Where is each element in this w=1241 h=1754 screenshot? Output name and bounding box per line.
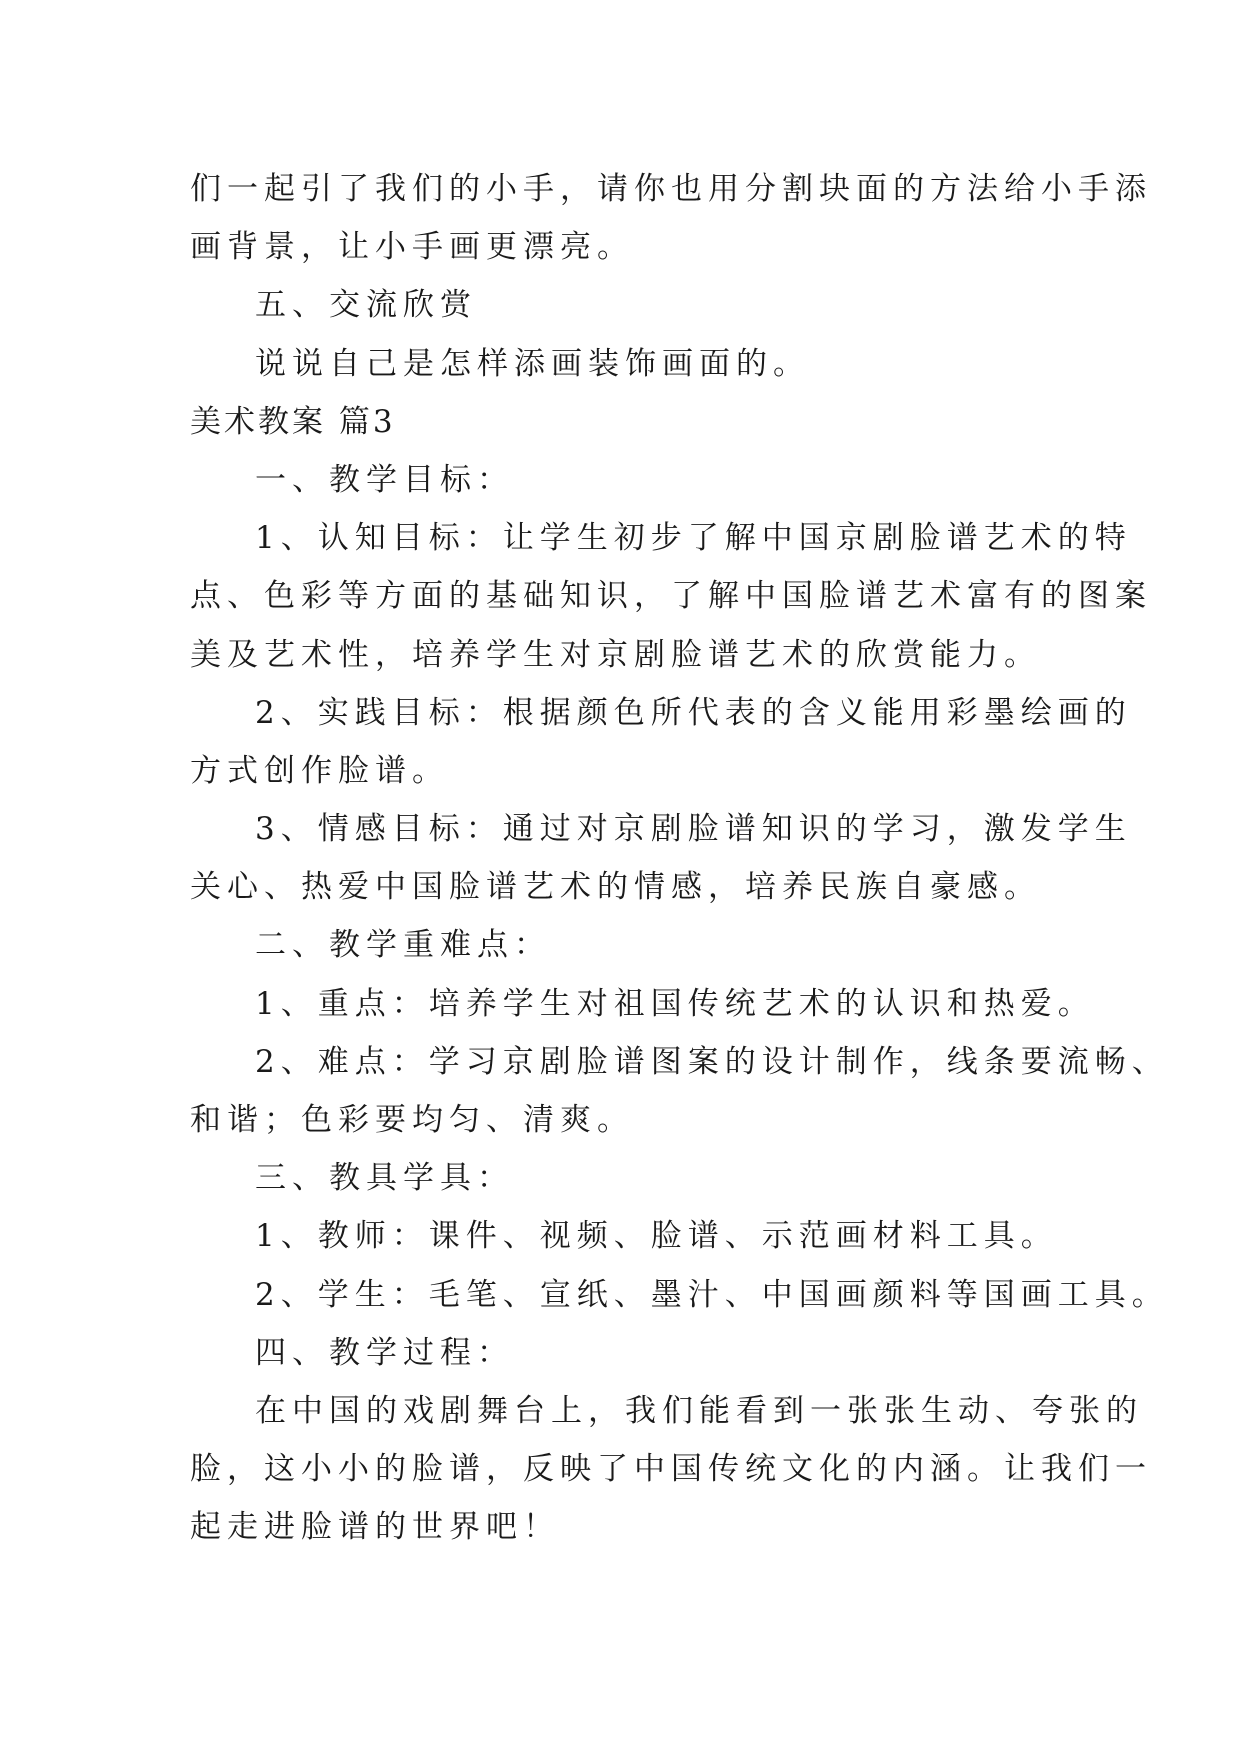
text-line: 说说自己是怎样添画装饰画面的。	[255, 345, 810, 382]
text-line: 1、认知目标：让学生初步了解中国京剧脸谱艺术的特	[255, 520, 1132, 557]
article-title: 美术教案 篇3	[190, 403, 396, 440]
text-line: 点、色彩等方面的基础知识，了解中国脸谱艺术富有的图案	[190, 578, 1152, 615]
text-line: 在中国的戏剧舞台上，我们能看到一张张生动、夸张的	[255, 1392, 1143, 1429]
text-line: 脸，这小小的脸谱，反映了中国传统文化的内涵。让我们一	[190, 1451, 1152, 1488]
text-line: 美及艺术性，培养学生对京剧脸谱艺术的欣赏能力。	[190, 636, 1041, 673]
text-line: 1、重点：培养学生对祖国传统艺术的认识和热爱。	[255, 985, 1095, 1022]
text-line: 关心、热爱中国脸谱艺术的情感，培养民族自豪感。	[190, 869, 1041, 906]
document-body	[190, 160, 1169, 1557]
text-line: 2、难点：学习京剧脸谱图案的设计制作，线条要流畅、	[255, 1043, 1169, 1080]
section-heading: 一、教学目标：	[255, 461, 514, 498]
text-line: 方式创作脸谱。	[190, 752, 449, 789]
text-line: 2、实践目标：根据颜色所代表的含义能用彩墨绘画的	[255, 694, 1132, 731]
section-heading: 五、交流欣赏	[255, 287, 477, 324]
text-line: 1、教师：课件、视频、脸谱、示范画材料工具。	[255, 1218, 1058, 1255]
section-heading: 三、教具学具：	[255, 1160, 514, 1197]
text-line: 3、情感目标：通过对京剧脸谱知识的学习，激发学生	[255, 811, 1132, 848]
text-line: 和谐；色彩要均匀、清爽。	[190, 1102, 634, 1138]
text-line: 画背景，让小手画更漂亮。	[190, 229, 634, 266]
text-line: 们一起引了我们的小手，请你也用分割块面的方法给小手添	[190, 171, 1152, 207]
text-line: 2、学生：毛笔、宣纸、墨汁、中国画颜料等国画工具。	[255, 1276, 1169, 1313]
text-line: 起走进脸谱的世界吧！	[190, 1509, 560, 1546]
section-heading: 四、教学过程：	[255, 1334, 514, 1371]
section-heading: 二、教学重难点：	[255, 927, 551, 964]
